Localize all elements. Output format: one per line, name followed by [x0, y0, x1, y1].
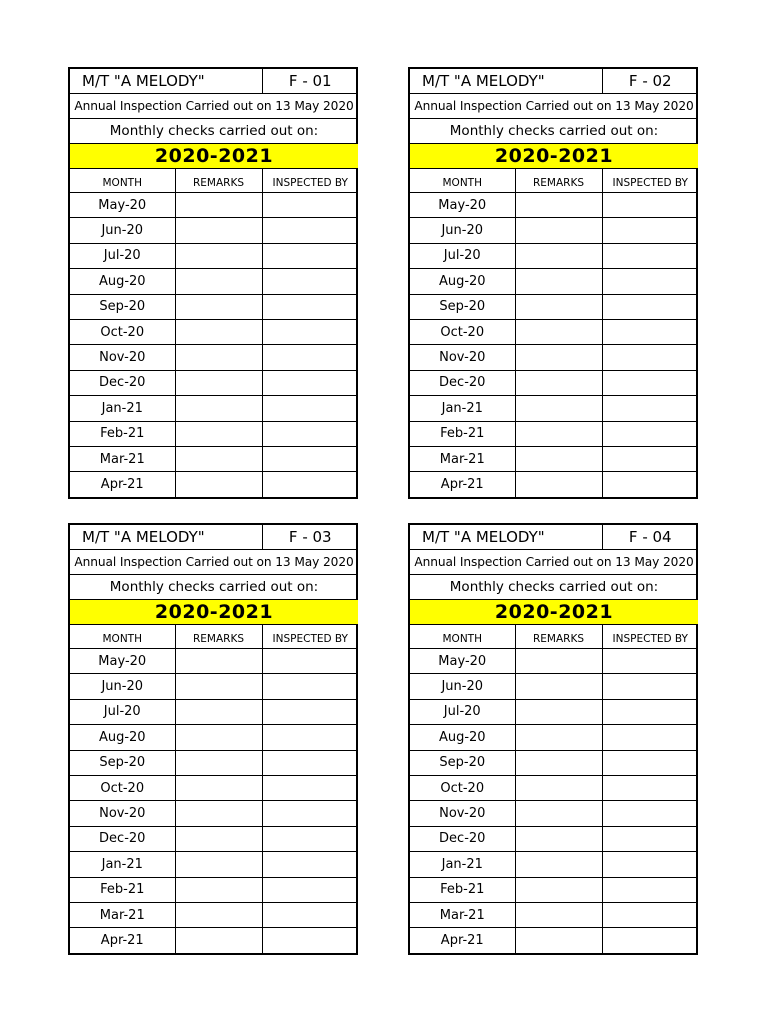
remarks-cell[interactable]: [175, 472, 262, 497]
remarks-cell[interactable]: [515, 750, 602, 775]
remarks-cell[interactable]: [175, 218, 262, 243]
inspected-by-cell[interactable]: [602, 370, 698, 395]
month-cell: Sep-20: [70, 750, 175, 775]
title-row: [410, 69, 698, 94]
annual-inspection-note: Annual Inspection Carried out on 13 May 2020: [70, 94, 358, 119]
table-row: [410, 826, 698, 851]
table-row: [70, 472, 358, 497]
month-cell: Feb-21: [70, 877, 175, 902]
remarks-cell[interactable]: [515, 421, 602, 446]
inspection-table: [70, 69, 358, 497]
remarks-cell[interactable]: [515, 649, 602, 674]
year-banner: 2020-2021: [70, 600, 358, 625]
remarks-cell[interactable]: [175, 750, 262, 775]
table-row: [70, 294, 358, 319]
inspection-card-f02: [408, 67, 698, 499]
table-row: [410, 852, 698, 877]
table-row: [70, 370, 358, 395]
table-row: [410, 269, 698, 294]
inspected-by-cell[interactable]: [602, 725, 698, 750]
header-inspected-by: INSPECTED BY: [602, 169, 698, 193]
remarks-cell[interactable]: [515, 319, 602, 344]
month-cell: Jul-20: [410, 699, 515, 724]
month-cell: Sep-20: [410, 750, 515, 775]
remarks-cell[interactable]: [175, 243, 262, 268]
remarks-cell[interactable]: [515, 775, 602, 800]
table-row: [70, 902, 358, 927]
month-cell: Jan-21: [70, 852, 175, 877]
remarks-cell[interactable]: [515, 269, 602, 294]
inspection-table: [410, 69, 698, 497]
column-headers: [410, 625, 698, 649]
table-row: [70, 775, 358, 800]
header-month: MONTH: [70, 169, 175, 193]
year-banner: 2020-2021: [410, 144, 698, 169]
remarks-cell[interactable]: [175, 370, 262, 395]
inspected-by-cell[interactable]: [602, 294, 698, 319]
inspected-by-cell[interactable]: [262, 193, 358, 218]
inspected-by-cell[interactable]: [262, 699, 358, 724]
inspected-by-cell[interactable]: [262, 750, 358, 775]
remarks-cell[interactable]: [175, 396, 262, 421]
remarks-cell[interactable]: [515, 725, 602, 750]
title-row: [70, 525, 358, 550]
month-cell: Feb-21: [410, 877, 515, 902]
remarks-cell[interactable]: [175, 193, 262, 218]
year-banner: 2020-2021: [410, 600, 698, 625]
inspected-by-cell[interactable]: [262, 928, 358, 953]
inspected-by-cell[interactable]: [602, 699, 698, 724]
header-inspected-by: INSPECTED BY: [262, 625, 358, 649]
month-cell: Dec-20: [70, 370, 175, 395]
month-cell: Jan-21: [410, 396, 515, 421]
month-cell: Mar-21: [410, 446, 515, 471]
inspected-by-cell[interactable]: [262, 472, 358, 497]
remarks-cell[interactable]: [175, 446, 262, 471]
inspected-by-cell[interactable]: [602, 396, 698, 421]
remarks-cell[interactable]: [515, 243, 602, 268]
header-inspected-by: INSPECTED BY: [602, 625, 698, 649]
table-row: [410, 902, 698, 927]
inspected-by-cell[interactable]: [602, 193, 698, 218]
remarks-cell[interactable]: [175, 294, 262, 319]
table-row: [410, 446, 698, 471]
ship-name: M/T "A MELODY": [410, 525, 602, 550]
table-row: [70, 218, 358, 243]
table-row: [410, 193, 698, 218]
remarks-cell[interactable]: [515, 396, 602, 421]
month-cell: Mar-21: [410, 902, 515, 927]
remarks-cell[interactable]: [515, 294, 602, 319]
ship-name: M/T "A MELODY": [70, 69, 262, 94]
inspected-by-cell[interactable]: [262, 674, 358, 699]
month-cell: Jul-20: [70, 243, 175, 268]
month-cell: Mar-21: [70, 902, 175, 927]
month-cell: Feb-21: [70, 421, 175, 446]
remarks-cell[interactable]: [515, 852, 602, 877]
remarks-cell[interactable]: [515, 877, 602, 902]
month-cell: Oct-20: [410, 775, 515, 800]
inspected-by-cell[interactable]: [602, 446, 698, 471]
table-row: [70, 877, 358, 902]
remarks-cell[interactable]: [175, 928, 262, 953]
header-month: MONTH: [70, 625, 175, 649]
inspected-by-cell[interactable]: [602, 421, 698, 446]
inspected-by-cell[interactable]: [602, 750, 698, 775]
month-cell: May-20: [410, 649, 515, 674]
month-cell: Nov-20: [70, 345, 175, 370]
inspected-by-cell[interactable]: [602, 877, 698, 902]
header-remarks: REMARKS: [175, 625, 262, 649]
inspected-by-cell[interactable]: [262, 294, 358, 319]
remarks-cell[interactable]: [515, 801, 602, 826]
remarks-cell[interactable]: [515, 674, 602, 699]
month-cell: Oct-20: [70, 775, 175, 800]
table-row: [70, 446, 358, 471]
remarks-cell[interactable]: [515, 446, 602, 471]
form-number: F - 02: [602, 69, 698, 94]
inspected-by-cell[interactable]: [602, 801, 698, 826]
inspected-by-cell[interactable]: [262, 877, 358, 902]
table-row: [70, 396, 358, 421]
remarks-cell[interactable]: [175, 319, 262, 344]
inspected-by-cell[interactable]: [262, 319, 358, 344]
inspected-by-cell[interactable]: [262, 852, 358, 877]
inspected-by-cell[interactable]: [262, 775, 358, 800]
remarks-cell[interactable]: [175, 699, 262, 724]
inspected-by-cell[interactable]: [262, 345, 358, 370]
table-row: [70, 852, 358, 877]
table-row: [410, 674, 698, 699]
inspected-by-cell[interactable]: [262, 649, 358, 674]
table-row: [70, 319, 358, 344]
month-cell: Apr-21: [70, 472, 175, 497]
month-cell: Aug-20: [70, 725, 175, 750]
table-row: [70, 725, 358, 750]
table-row: [70, 193, 358, 218]
ship-name: M/T "A MELODY": [410, 69, 602, 94]
table-row: [410, 472, 698, 497]
inspected-by-cell[interactable]: [602, 775, 698, 800]
table-row: [410, 928, 698, 953]
inspected-by-cell[interactable]: [602, 649, 698, 674]
month-cell: Jul-20: [410, 243, 515, 268]
month-cell: Nov-20: [410, 801, 515, 826]
header-month: MONTH: [410, 169, 515, 193]
remarks-cell[interactable]: [515, 826, 602, 851]
month-cell: Oct-20: [70, 319, 175, 344]
table-row: [70, 269, 358, 294]
table-row: [410, 775, 698, 800]
month-cell: Apr-21: [410, 472, 515, 497]
inspected-by-cell[interactable]: [262, 801, 358, 826]
table-row: [410, 243, 698, 268]
inspected-by-cell[interactable]: [262, 902, 358, 927]
remarks-cell[interactable]: [515, 193, 602, 218]
table-row: [410, 396, 698, 421]
inspected-by-cell[interactable]: [262, 218, 358, 243]
remarks-cell[interactable]: [515, 928, 602, 953]
month-cell: Mar-21: [70, 446, 175, 471]
remarks-cell[interactable]: [515, 218, 602, 243]
remarks-cell[interactable]: [515, 345, 602, 370]
inspection-card-f03: [68, 523, 358, 955]
month-cell: Jan-21: [410, 852, 515, 877]
inspected-by-cell[interactable]: [602, 218, 698, 243]
column-headers: [410, 169, 698, 193]
month-cell: Jan-21: [70, 396, 175, 421]
inspected-by-cell[interactable]: [262, 421, 358, 446]
table-row: [70, 750, 358, 775]
monthly-checks-label: Monthly checks carried out on:: [70, 575, 358, 600]
remarks-cell[interactable]: [175, 725, 262, 750]
table-row: [70, 243, 358, 268]
table-row: [70, 649, 358, 674]
month-cell: Aug-20: [410, 725, 515, 750]
table-row: [410, 725, 698, 750]
table-row: [410, 421, 698, 446]
form-number: F - 03: [262, 525, 358, 550]
month-cell: Jun-20: [410, 218, 515, 243]
inspected-by-cell[interactable]: [262, 396, 358, 421]
month-cell: Sep-20: [70, 294, 175, 319]
header-remarks: REMARKS: [175, 169, 262, 193]
table-row: [70, 674, 358, 699]
table-row: [410, 649, 698, 674]
month-cell: Aug-20: [410, 269, 515, 294]
remarks-cell[interactable]: [175, 345, 262, 370]
ship-name: M/T "A MELODY": [70, 525, 262, 550]
table-row: [70, 345, 358, 370]
month-cell: Apr-21: [70, 928, 175, 953]
month-cell: Dec-20: [410, 826, 515, 851]
inspected-by-cell[interactable]: [602, 826, 698, 851]
inspected-by-cell[interactable]: [602, 243, 698, 268]
inspected-by-cell[interactable]: [262, 826, 358, 851]
remarks-cell[interactable]: [175, 775, 262, 800]
table-row: [410, 801, 698, 826]
inspected-by-cell[interactable]: [602, 902, 698, 927]
month-cell: Jun-20: [410, 674, 515, 699]
inspected-by-cell[interactable]: [602, 852, 698, 877]
month-cell: Jun-20: [70, 218, 175, 243]
month-cell: Nov-20: [70, 801, 175, 826]
monthly-checks-label: Monthly checks carried out on:: [410, 575, 698, 600]
inspection-table: [70, 525, 358, 953]
table-row: [70, 699, 358, 724]
header-remarks: REMARKS: [515, 625, 602, 649]
annual-inspection-note: Annual Inspection Carried out on 13 May 2020: [70, 550, 358, 575]
remarks-cell[interactable]: [175, 649, 262, 674]
inspected-by-cell[interactable]: [262, 370, 358, 395]
inspected-by-cell[interactable]: [602, 319, 698, 344]
remarks-cell[interactable]: [175, 801, 262, 826]
form-number: F - 01: [262, 69, 358, 94]
inspected-by-cell[interactable]: [262, 269, 358, 294]
header-remarks: REMARKS: [515, 169, 602, 193]
table-row: [410, 218, 698, 243]
annual-inspection-note: Annual Inspection Carried out on 13 May 2020: [410, 94, 698, 119]
title-row: [410, 525, 698, 550]
remarks-cell[interactable]: [175, 674, 262, 699]
month-cell: Sep-20: [410, 294, 515, 319]
title-row: [70, 69, 358, 94]
inspected-by-cell[interactable]: [262, 725, 358, 750]
month-cell: Apr-21: [410, 928, 515, 953]
month-cell: Feb-21: [410, 421, 515, 446]
table-row: [410, 319, 698, 344]
table-row: [410, 294, 698, 319]
table-row: [410, 370, 698, 395]
monthly-checks-label: Monthly checks carried out on:: [70, 119, 358, 144]
table-row: [70, 928, 358, 953]
remarks-cell[interactable]: [175, 421, 262, 446]
form-number: F - 04: [602, 525, 698, 550]
inspected-by-cell[interactable]: [262, 243, 358, 268]
remarks-cell[interactable]: [515, 370, 602, 395]
month-cell: Dec-20: [70, 826, 175, 851]
inspected-by-cell[interactable]: [602, 674, 698, 699]
header-inspected-by: INSPECTED BY: [262, 169, 358, 193]
remarks-cell[interactable]: [175, 877, 262, 902]
month-cell: Aug-20: [70, 269, 175, 294]
remarks-cell[interactable]: [515, 699, 602, 724]
inspected-by-cell[interactable]: [602, 472, 698, 497]
remarks-cell[interactable]: [175, 852, 262, 877]
remarks-cell[interactable]: [515, 902, 602, 927]
annual-inspection-note: Annual Inspection Carried out on 13 May 2020: [410, 550, 698, 575]
table-row: [70, 826, 358, 851]
column-headers: [70, 169, 358, 193]
table-row: [70, 421, 358, 446]
table-row: [410, 750, 698, 775]
month-cell: Jun-20: [70, 674, 175, 699]
month-cell: May-20: [410, 193, 515, 218]
month-cell: Jul-20: [70, 699, 175, 724]
remarks-cell[interactable]: [175, 269, 262, 294]
inspection-table: [410, 525, 698, 953]
month-cell: May-20: [70, 193, 175, 218]
month-cell: May-20: [70, 649, 175, 674]
table-row: [410, 877, 698, 902]
inspection-card-f04: [408, 523, 698, 955]
inspected-by-cell[interactable]: [262, 446, 358, 471]
header-month: MONTH: [410, 625, 515, 649]
table-row: [70, 801, 358, 826]
year-banner: 2020-2021: [70, 144, 358, 169]
inspected-by-cell[interactable]: [602, 928, 698, 953]
month-cell: Nov-20: [410, 345, 515, 370]
table-row: [410, 699, 698, 724]
table-row: [410, 345, 698, 370]
month-cell: Oct-20: [410, 319, 515, 344]
inspection-card-f01: [68, 67, 358, 499]
monthly-checks-label: Monthly checks carried out on:: [410, 119, 698, 144]
column-headers: [70, 625, 358, 649]
inspected-by-cell[interactable]: [602, 269, 698, 294]
remarks-cell[interactable]: [175, 826, 262, 851]
remarks-cell[interactable]: [175, 902, 262, 927]
month-cell: Dec-20: [410, 370, 515, 395]
remarks-cell[interactable]: [515, 472, 602, 497]
inspected-by-cell[interactable]: [602, 345, 698, 370]
